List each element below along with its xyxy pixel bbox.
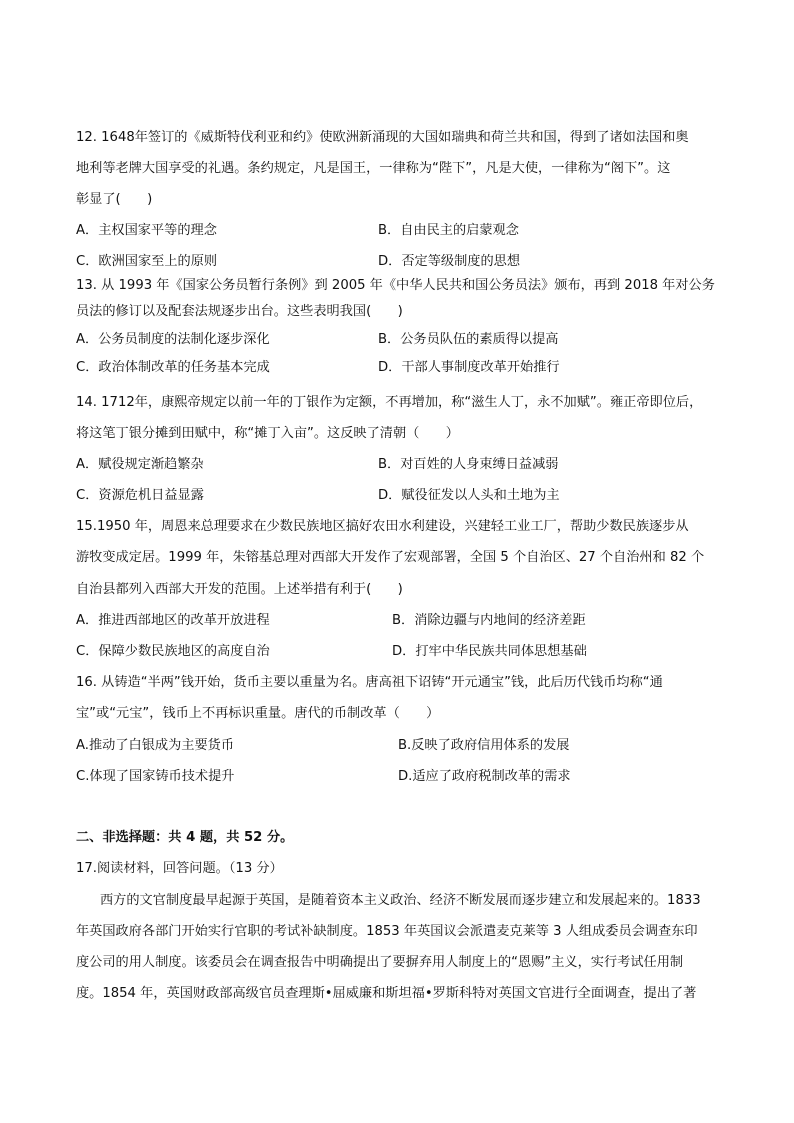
- q13-option-b: B．公务员队伍的素质得以提高: [378, 332, 559, 347]
- q16-option-c: C.体现了国家铸币技术提升: [76, 769, 235, 784]
- q12-line-2: 地利等老牌大国享受的礼遇。条约规定，凡是国王，一律称为“陛下”，凡是大使，一律称为“阁下”。这: [76, 161, 671, 176]
- q13-line-1: 13. 从 1993 年《国家公务员暂行条例》到 2005 年《中华人民共和国公务员法》颁布，再到 2018 年对公务: [76, 278, 715, 293]
- q12-line-1: 12. 1648年签订的《威斯特伐利亚和约》使欧洲新涌现的大国如瑞典和荷兰共和国，得到了诸如法国和奥: [76, 130, 689, 145]
- q14-option-d: D．赋役征发以人头和土地为主: [378, 488, 560, 503]
- q15-option-a: A．推进西部地区的改革开放进程: [76, 613, 270, 628]
- q14-line-1: 14. 1712年，康熙帝规定以前一年的丁银作为定额，不再增加，称“滋生人丁，永不加赋”。雍正帝即位后，: [76, 395, 703, 410]
- q15-option-b: B．消除边疆与内地间的经济差距: [392, 613, 586, 628]
- q12-option-c: C．欧洲国家至上的原则: [76, 254, 218, 269]
- q14-line-2: 将这笔丁银分摊到田赋中，称“摊丁入亩”。这反映了清朝（ ）: [76, 426, 459, 441]
- q16-option-d: D.适应了政府税制改革的需求: [398, 769, 571, 784]
- q13-line-2: 员法的修订以及配套法规逐步出台。这些表明我国( ): [76, 304, 403, 319]
- q16-option-a: A.推动了白银成为主要货币: [76, 738, 235, 753]
- q17-paragraph-line-1: 西方的文官制度最早起源于英国，是随着资本主义政治、经济不断发展而逐步建立和发展起来的。1833: [100, 893, 701, 908]
- q15-option-c: C．保障少数民族地区的高度自治: [76, 644, 270, 659]
- q13-option-a: A．公务员制度的法制化逐步深化: [76, 332, 270, 347]
- q13-option-c: C．政治体制改革的任务基本完成: [76, 360, 270, 375]
- q12-option-b: B．自由民主的启蒙观念: [378, 223, 519, 238]
- section-heading: 二、非选择题：共 4 题，共 52 分。: [76, 830, 294, 845]
- q16-option-b: B.反映了政府信用体系的发展: [398, 738, 570, 753]
- q17-paragraph-line-2: 年英国政府各部门开始实行官职的考试补缺制度。1853 年英国议会派遣麦克莱等 3 人组成委员会调查东印: [76, 924, 698, 939]
- q15-line-2: 游牧变成定居。1999 年，朱镕基总理对西部大开发作了宏观部署，全国 5 个自治区、27 个自治州和 82 个: [76, 550, 705, 565]
- q14-option-b: B．对百姓的人身束缚日益减弱: [378, 457, 559, 472]
- q16-line-2: 宝”或“元宝”，钱币上不再标识重量。唐代的币制改革（ ）: [76, 706, 440, 721]
- q12-option-a: A．主权国家平等的理念: [76, 223, 217, 238]
- q12-option-d: D．否定等级制度的思想: [378, 254, 521, 269]
- q17-paragraph-line-3: 度公司的用人制度。该委员会在调查报告中明确提出了要摒弃用人制度上的“恩赐”主义，实行考试任用制: [76, 955, 684, 970]
- q15-line-3: 自治县都列入西部大开发的范围。上述举措有利于( ): [76, 582, 403, 597]
- q14-option-a: A．赋役规定渐趋繁杂: [76, 457, 204, 472]
- q17-title: 17.阅读材料，回答问题。（13 分）: [76, 861, 283, 876]
- q15-option-d: D．打牢中华民族共同体思想基础: [392, 644, 587, 659]
- q16-line-1: 16. 从铸造“半两”钱开始，货币主要以重量为名。唐高祖下诏铸“开元通宝”钱，此后历代钱币均称“通: [76, 675, 663, 690]
- q12-line-3: 彰显了( ): [76, 192, 153, 207]
- q15-line-1: 15.1950 年，周恩来总理要求在少数民族地区搞好农田水利建设，兴建轻工业工厂，帮助少数民族逐步从: [76, 519, 689, 534]
- q14-option-c: C．资源危机日益显露: [76, 488, 204, 503]
- q13-option-d: D．干部人事制度改革开始推行: [378, 360, 560, 375]
- q17-paragraph-line-4: 度。1854 年，英国财政部高级官员查理斯•屈威廉和斯坦福•罗斯科特对英国文官进行全面调查，提出了著: [76, 986, 697, 1001]
